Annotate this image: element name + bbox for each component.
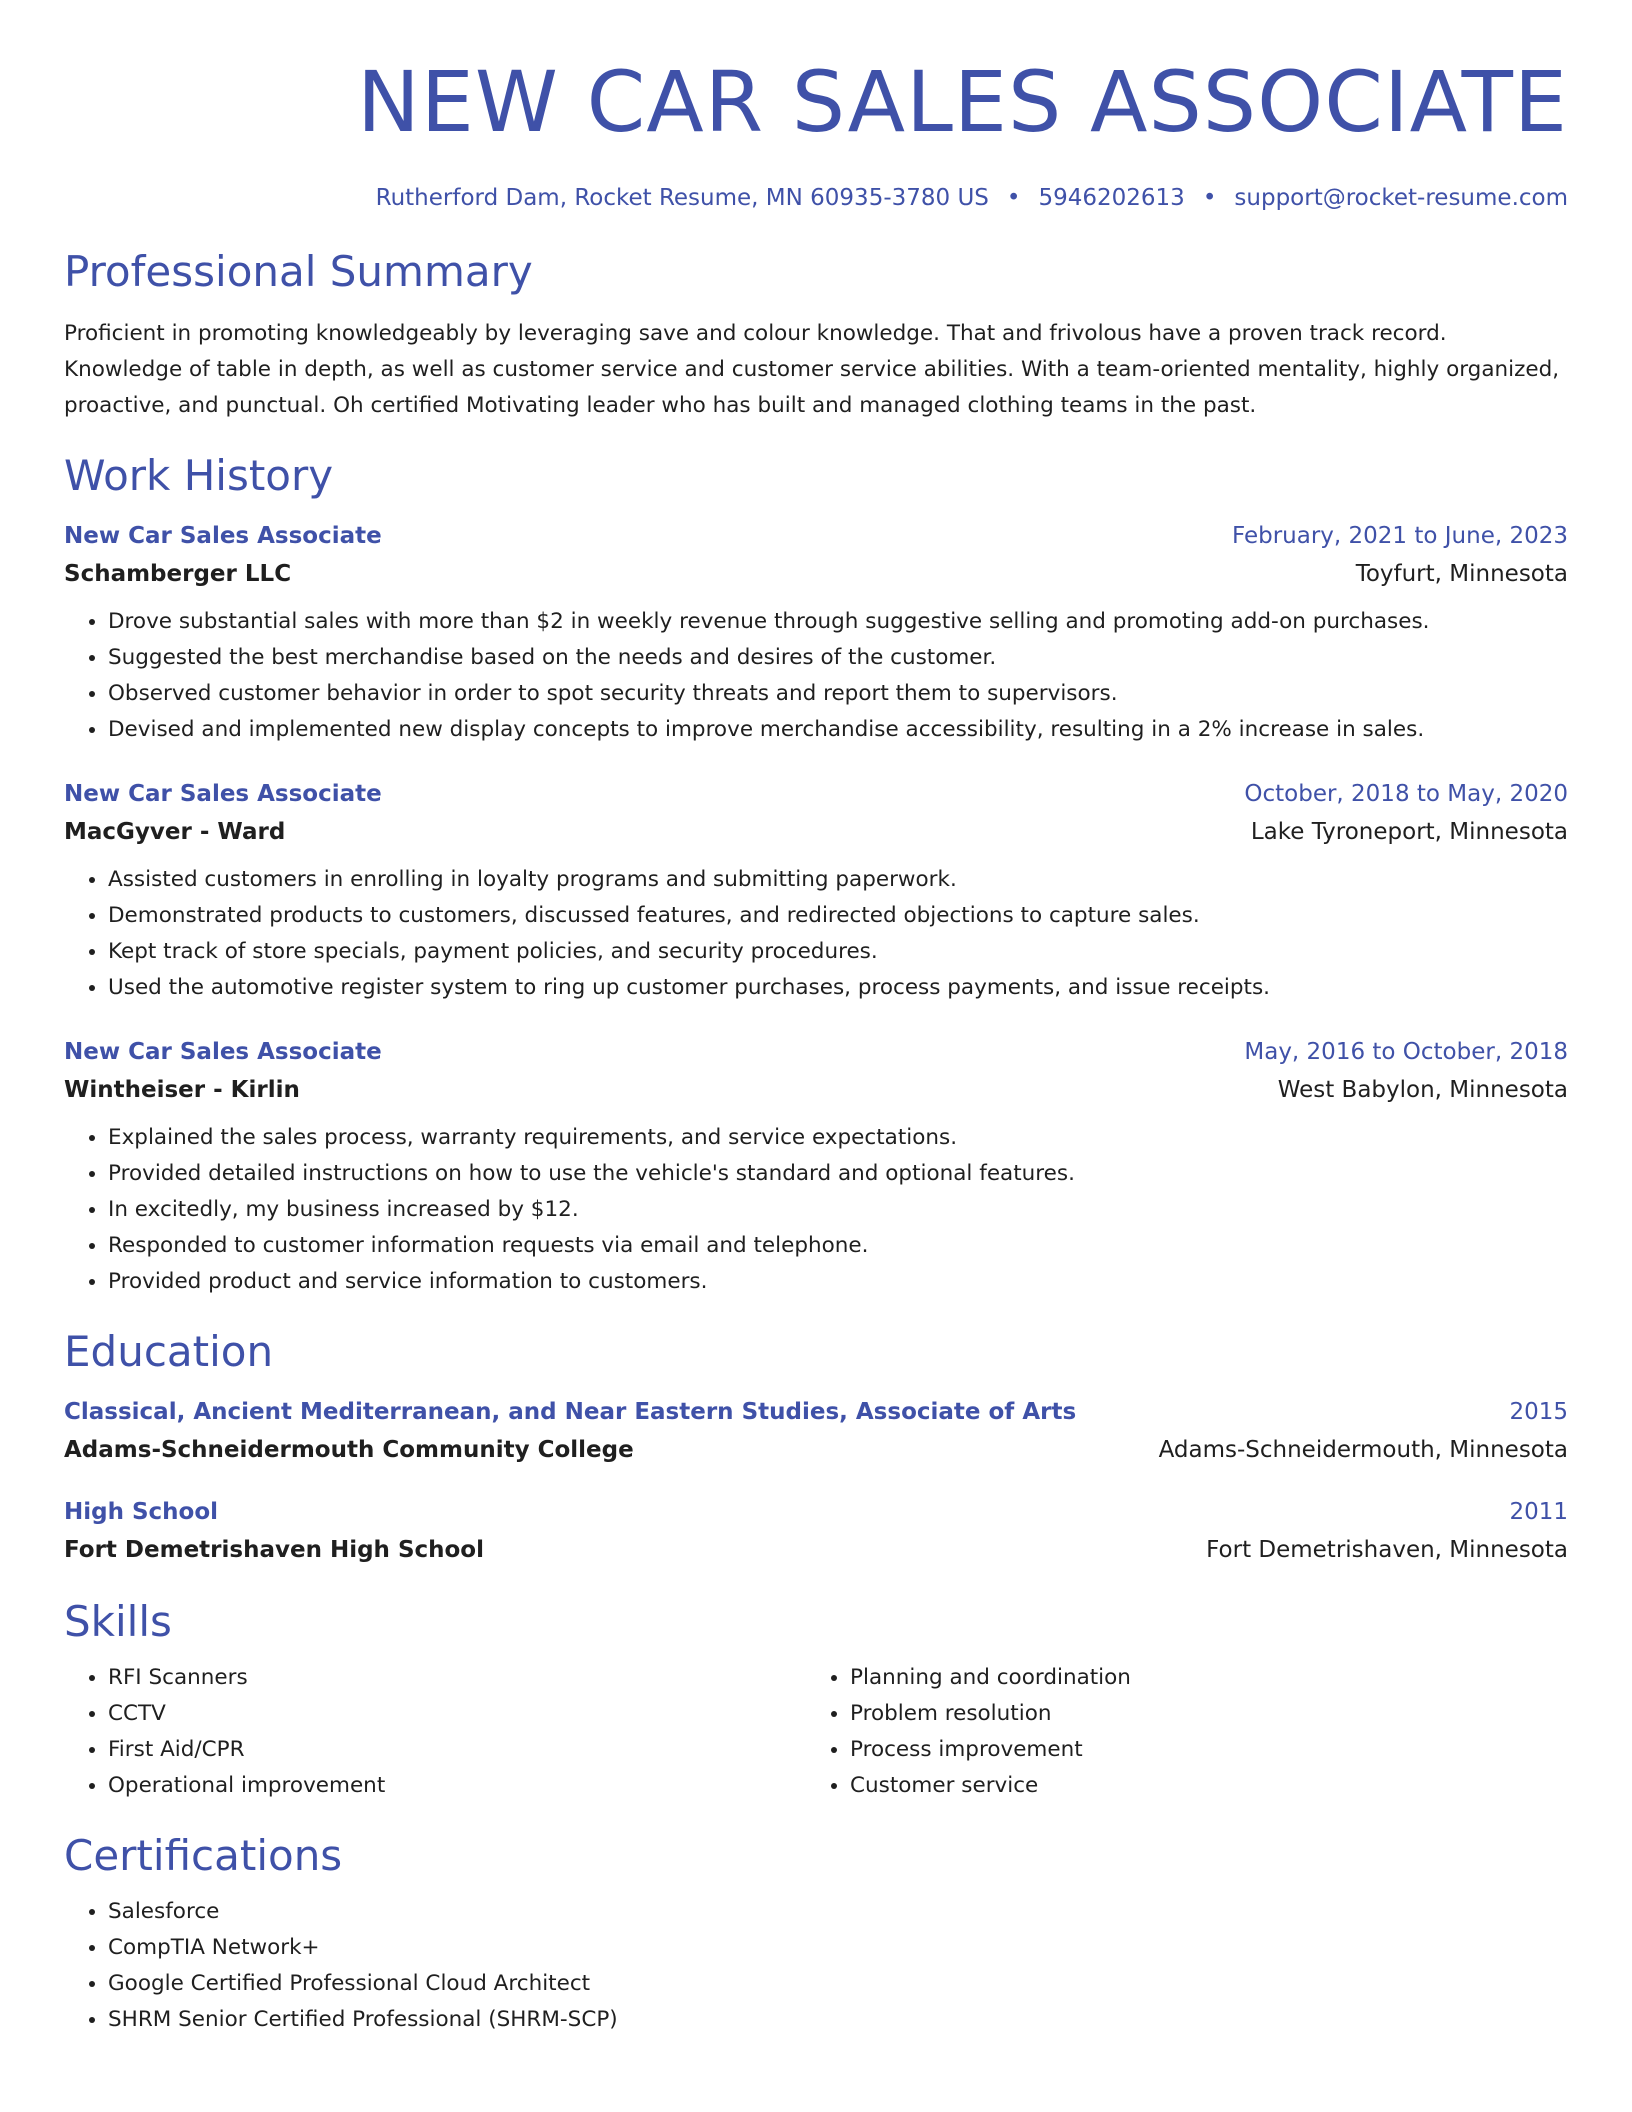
skill-item: • Process improvement — [850, 1732, 1548, 1768]
job-bullet: • Kept track of store specials, payment policies, and security procedures. — [108, 934, 1568, 970]
contact-separator: • — [1006, 185, 1021, 211]
job-company: Schamberger LLC — [64, 561, 292, 587]
skill-item: • RFI Scanners — [108, 1660, 806, 1696]
education-location: Adams-Schneidermouth, Minnesota — [1158, 1437, 1568, 1463]
job-bullet: • Observed customer behavior in order to spot security threats and report them to supervisors. — [108, 676, 1568, 712]
education-entry-header — [64, 1494, 1568, 1530]
certifications-heading: Certifications — [64, 1831, 343, 1880]
education-entry — [64, 1394, 1568, 1470]
job-bullet: • Used the automotive register system to ring up customer purchases, process payments, and issue receipts. — [108, 970, 1568, 1006]
skills-column-left — [64, 1660, 806, 1804]
job-bullet: • Drove substantial sales with more than $2 in weekly revenue through suggestive selling and promoting add-on purchases. — [108, 604, 1568, 640]
job-bullet: • Suggested the best merchandise based on the needs and desires of the customer. — [108, 640, 1568, 676]
job-dates: October, 2018 to May, 2020 — [1244, 781, 1568, 807]
skill-item: • Planning and coordination — [850, 1660, 1548, 1696]
contact-separator: • — [1202, 185, 1217, 211]
job-bullet: • Devised and implemented new display concepts to improve merchandise accessibility, resulting in a 2% increase in sales. — [108, 712, 1568, 748]
education-degree: Classical, Ancient Mediterranean, and Near Eastern Studies, Associate of Arts — [64, 1399, 1077, 1425]
skill-item: • CCTV — [108, 1696, 806, 1732]
job-bullets — [64, 862, 1568, 1006]
skill-item: • First Aid/CPR — [108, 1732, 806, 1768]
work-entry — [64, 518, 1568, 748]
job-dates: February, 2021 to June, 2023 — [1231, 523, 1568, 549]
skill-item: • Problem resolution — [850, 1696, 1548, 1732]
contact-address: Rutherford Dam, Rocket Resume, MN 60935-3780 US — [375, 185, 989, 211]
work-history-heading: Work History — [64, 451, 334, 500]
summary-heading: Professional Summary — [64, 247, 533, 296]
job-location: Toyfurt, Minnesota — [1355, 561, 1568, 587]
job-bullets — [64, 604, 1568, 748]
contact-line — [64, 182, 1568, 214]
education-year: 2015 — [1509, 1399, 1568, 1425]
job-bullet: • Responded to customer information requests via email and telephone. — [108, 1228, 1568, 1264]
skill-item: • Operational improvement — [108, 1768, 806, 1804]
education-school: Adams-Schneidermouth Community College — [64, 1437, 634, 1463]
job-dates: May, 2016 to October, 2018 — [1244, 1039, 1568, 1065]
summary-text: Proficient in promoting knowledgeably by leveraging save and colour knowledge. That and frivolous have a proven track record. Knowledge of table in depth, as well as customer service and customer service abilities. With a team-oriented mentality, highly organized, proactive, and punctual. Oh certified Motivating leader who has built and managed clothing teams in the past. — [64, 321, 1560, 418]
job-bullet: • Explained the sales process, warranty requirements, and service expectations. — [108, 1120, 1568, 1156]
work-entry-subheader — [64, 812, 1568, 852]
education-heading: Education — [64, 1327, 274, 1376]
skills-heading: Skills — [64, 1597, 172, 1646]
work-entry-subheader — [64, 1070, 1568, 1110]
skills-list — [64, 1660, 1568, 1804]
job-bullet: • Assisted customers in enrolling in loyalty programs and submitting paperwork. — [108, 862, 1568, 898]
job-location: West Babylon, Minnesota — [1277, 1077, 1568, 1103]
contact-phone: 5946202613 — [1038, 185, 1185, 211]
work-entry — [64, 776, 1568, 1006]
education-location: Fort Demetrishaven, Minnesota — [1206, 1537, 1568, 1563]
education-entry-subheader — [64, 1430, 1568, 1470]
certification-item: • SHRM Senior Certified Professional (SHRM-SCP) — [108, 2002, 1568, 2038]
resume-name: NEW CAR SALES ASSOCIATE — [356, 53, 1568, 151]
skills-column-right — [806, 1660, 1548, 1804]
contact-email: support@rocket-resume.com — [1234, 185, 1568, 211]
work-entry — [64, 1034, 1568, 1300]
education-degree: High School — [64, 1499, 219, 1525]
job-bullet: • Demonstrated products to customers, discussed features, and redirected objections to capture sales. — [108, 898, 1568, 934]
work-entry-header — [64, 776, 1568, 812]
job-location: Lake Tyroneport, Minnesota — [1250, 819, 1568, 845]
job-bullet: • In excitedly, my business increased by $12. — [108, 1192, 1568, 1228]
education-entry — [64, 1494, 1568, 1570]
education-entry-header — [64, 1394, 1568, 1430]
education-entry-subheader — [64, 1530, 1568, 1570]
job-bullet: • Provided detailed instructions on how to use the vehicle's standard and optional features. — [108, 1156, 1568, 1192]
work-entry-header — [64, 518, 1568, 554]
skill-item: • Customer service — [850, 1768, 1548, 1804]
certification-item: • Google Certified Professional Cloud Architect — [108, 1966, 1568, 2002]
job-company: MacGyver - Ward — [64, 819, 286, 845]
certifications-list — [64, 1894, 1568, 2038]
job-bullets — [64, 1120, 1568, 1300]
work-entry-subheader — [64, 554, 1568, 594]
job-company: Wintheiser - Kirlin — [64, 1077, 300, 1103]
education-school: Fort Demetrishaven High School — [64, 1537, 484, 1563]
certification-item: • CompTIA Network+ — [108, 1930, 1568, 1966]
work-entry-header — [64, 1034, 1568, 1070]
certification-item: • Salesforce — [108, 1894, 1568, 1930]
job-title: New Car Sales Associate — [64, 523, 382, 549]
education-year: 2011 — [1509, 1499, 1568, 1525]
job-title: New Car Sales Associate — [64, 1039, 382, 1065]
job-title: New Car Sales Associate — [64, 781, 382, 807]
job-bullet: • Provided product and service information to customers. — [108, 1264, 1568, 1300]
